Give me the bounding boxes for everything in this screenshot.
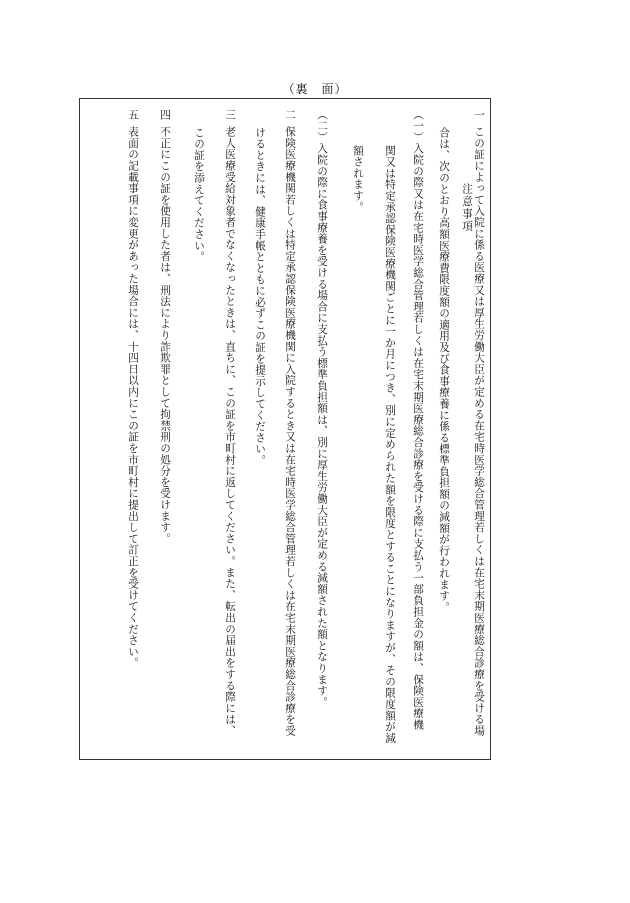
- note-4-column: [157, 109, 173, 544]
- note-1-column: [471, 109, 487, 737]
- note-2-text-cont: けるときには、健康手帳とともに必ずこの証を提示してください。: [254, 127, 266, 466]
- note-1-1-text-cont2: 額されます。: [352, 145, 364, 213]
- note-1-1-text: 入院の際又は在宅時医学総合管理若しくは在宅末期医療総合診療を受ける際に支払う一部負担金の額は、保険医療機: [412, 142, 424, 731]
- note-3-marker: 三: [224, 109, 236, 121]
- note-1-1-marker: （一）: [412, 109, 424, 143]
- note-2-marker: 二: [284, 109, 296, 121]
- note-1-1-continuation-2: [350, 145, 366, 213]
- note-2-text: 保険医療機関若しくは特定承認保険医療機関に入院するとき又は在宅時医学総合管理若しくは在宅末期医療総合診療を受: [284, 126, 296, 737]
- note-5-text: 表面の記載事項に変更があった場合には、十四日以内にこの証を市町村に提出して訂正を受けてください。: [127, 126, 139, 669]
- note-1-2-text: 入院の際に食事療養を受ける場合に支払う標準負担額は、別に厚生労働大臣が定める減額された額となります。: [316, 142, 328, 708]
- note-3-text: 老人医療受給対象者でなくなったときは、直ちに、この証を市町村に返してください。また、転出の届出をする際には、: [224, 126, 236, 737]
- note-1-marker: 一: [473, 109, 485, 121]
- note-5-column: [125, 109, 141, 669]
- note-2-column: [282, 109, 298, 737]
- note-1-1-text-cont: 関又は特定承認保険医療機関ごとに一か月につき、別に定められた額を限度とすることになりますが、その限度額が減: [384, 145, 396, 744]
- note-1-2-column: [314, 109, 330, 708]
- page-heading: （裏 面）: [282, 82, 348, 96]
- note-1-text-cont: 合は、次のとおり高額医療費限度額の適用及び食事療養に係る標準負担額の減額が行われます。: [438, 127, 450, 613]
- note-1-text: この証によって入院に係る医療又は厚生労働大臣が定める在宅時医学総合管理若しくは在宅末期医療総合診療を受ける場: [473, 126, 485, 737]
- note-4-marker: 四: [159, 109, 171, 121]
- note-1-2-marker: （二）: [316, 109, 328, 143]
- notes-title: 注意事項: [461, 183, 473, 234]
- note-4-text: 不正にこの証を使用した者は、刑法により詐欺罪として拘禁刑の処分を受けます。: [159, 126, 171, 545]
- note-3-text-cont: この証を添えてください。: [193, 127, 205, 263]
- note-5-marker: 五: [127, 109, 139, 121]
- notice-box: [79, 98, 491, 760]
- note-3-column: [222, 109, 238, 737]
- note-2-continuation: [252, 127, 268, 466]
- note-1-1-column: [410, 109, 426, 731]
- note-1-continuation: [436, 127, 452, 613]
- note-3-continuation: [191, 127, 207, 263]
- note-1-1-continuation: [382, 145, 398, 744]
